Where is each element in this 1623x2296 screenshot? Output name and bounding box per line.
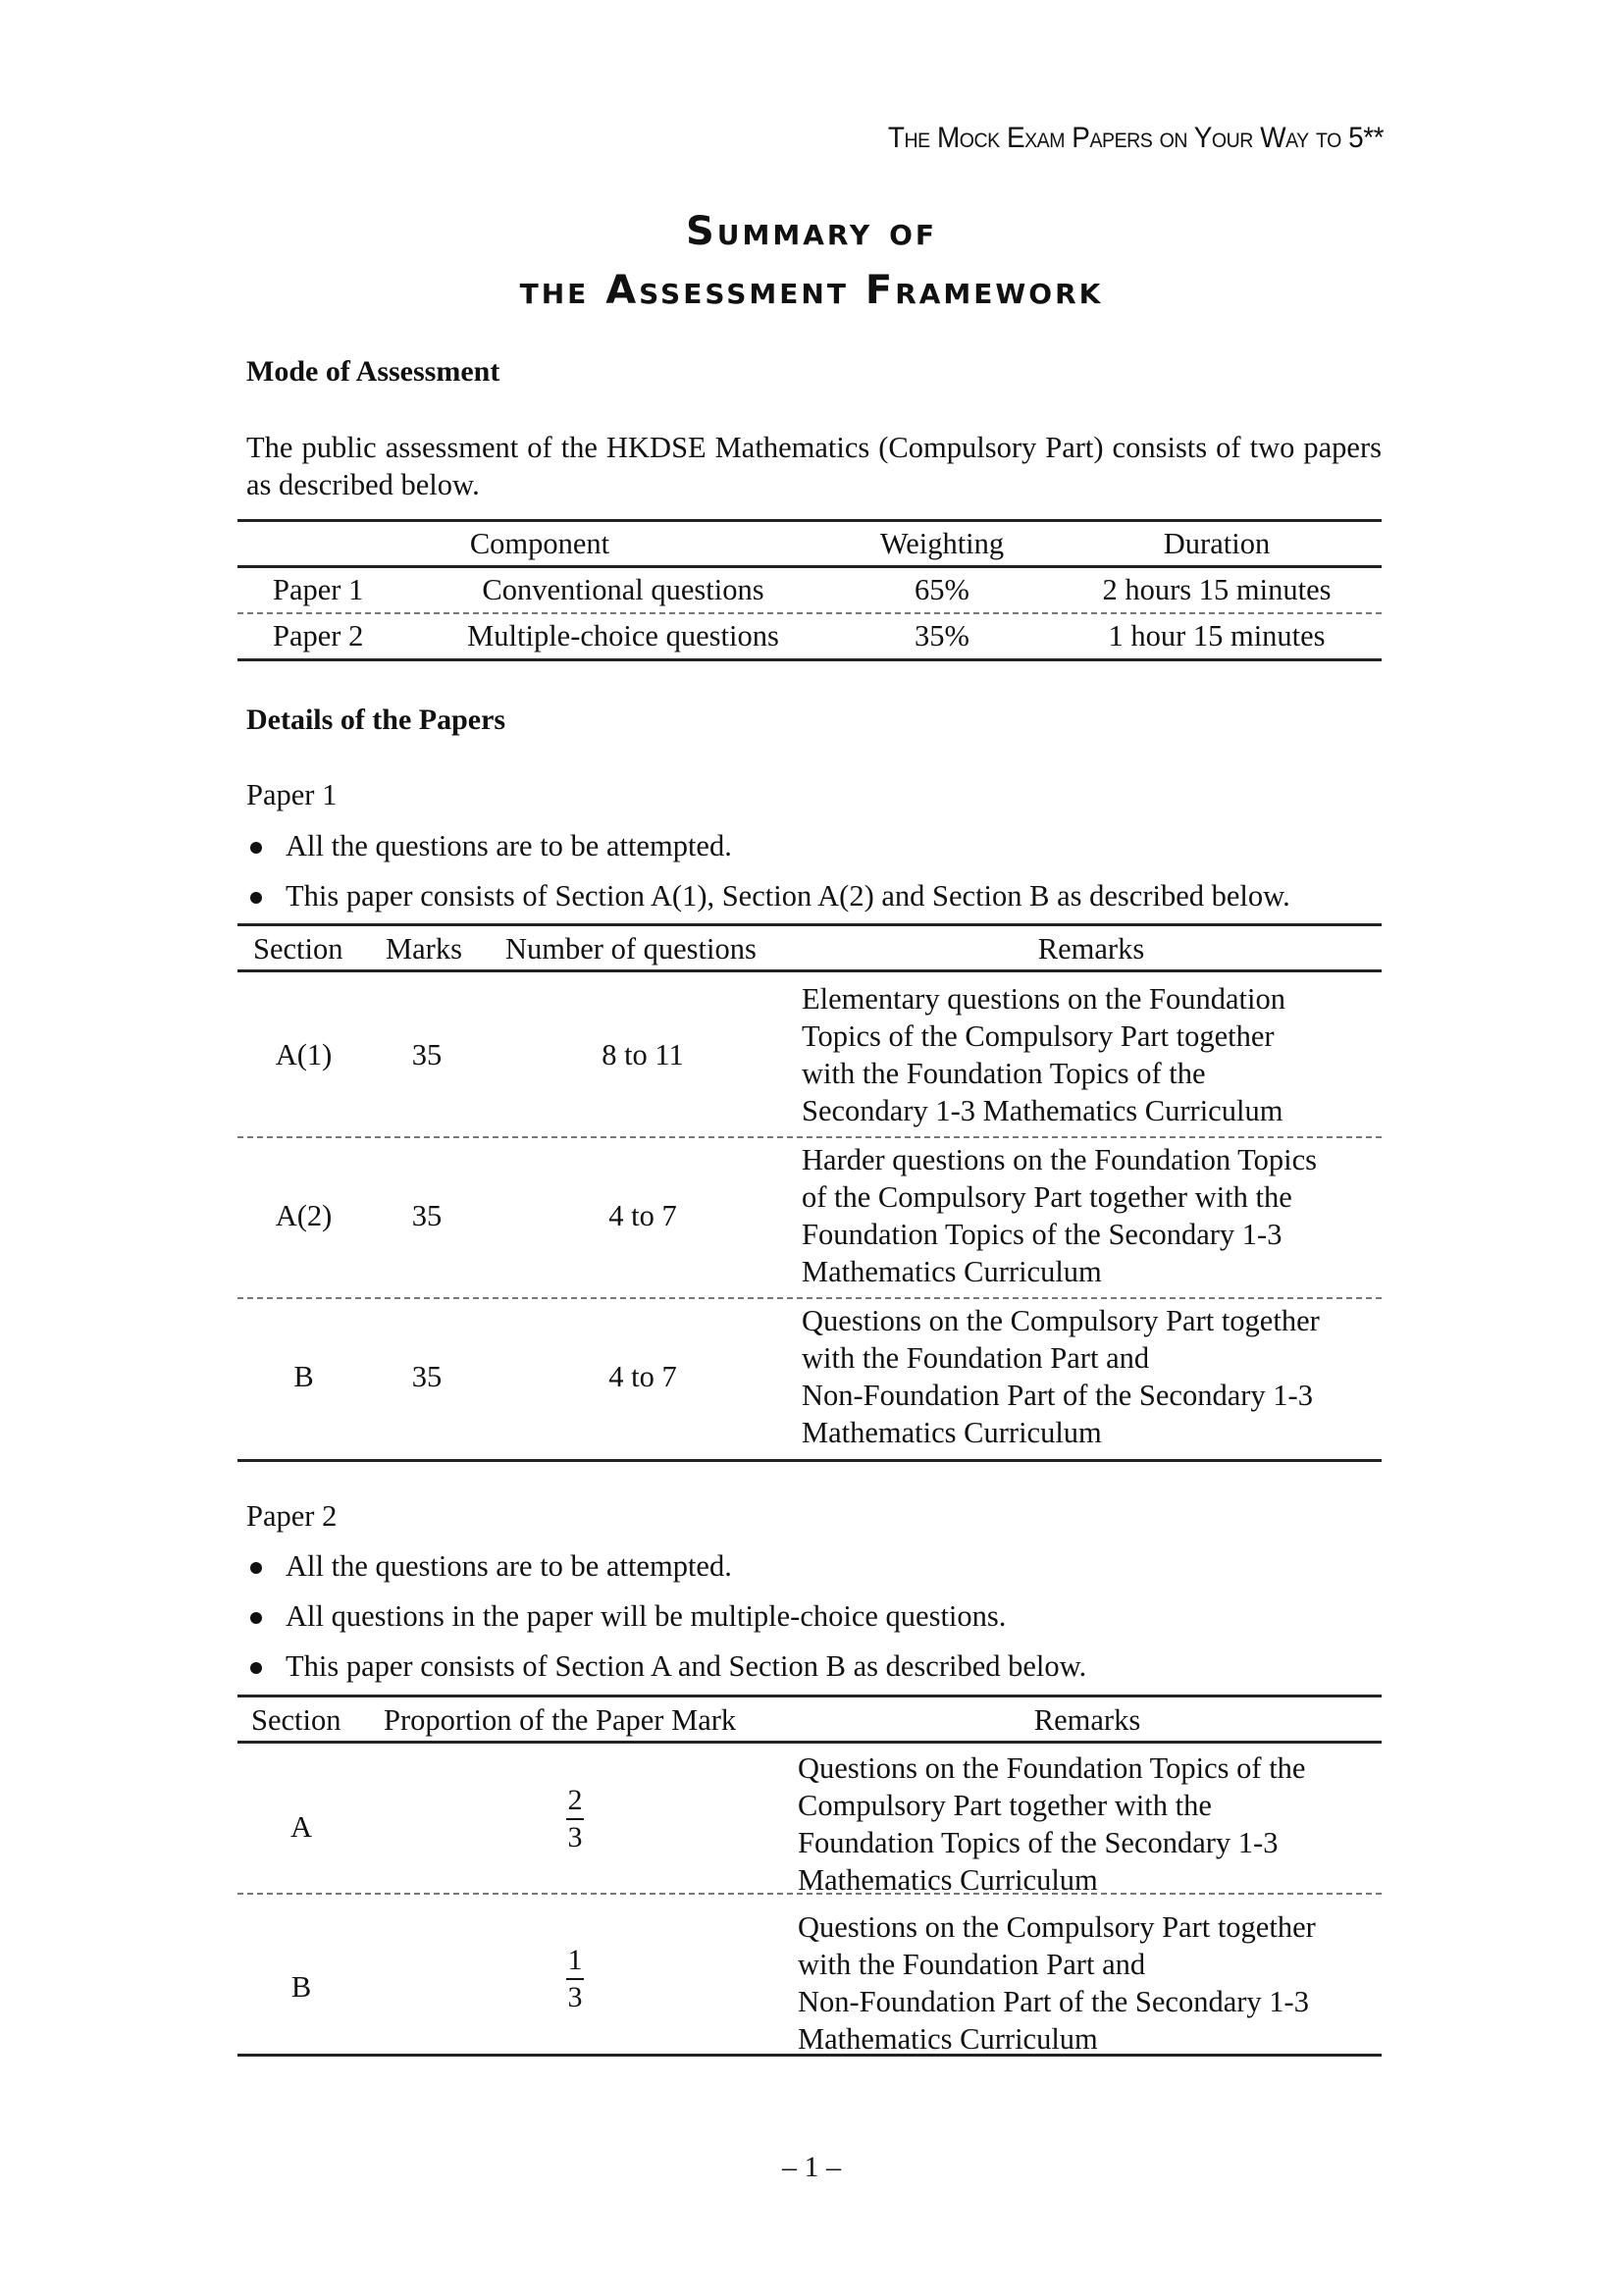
table-rule-header <box>237 565 1382 568</box>
fraction-bar <box>566 1818 584 1820</box>
table-cell-questions: 4 to 7 <box>608 1199 677 1232</box>
fraction-numerator: 1 <box>567 1944 583 1976</box>
remarks-line: Compulsory Part together with the <box>798 1789 1212 1822</box>
table-cell-duration: 1 hour 15 minutes <box>1108 619 1326 652</box>
remarks-line: Mathematics Curriculum <box>798 1863 1098 1897</box>
remarks-line: Mathematics Curriculum <box>802 1416 1102 1449</box>
bullet-text: All questions in the paper will be multiple-choice questions. <box>286 1599 1007 1633</box>
page-title-line-2: the Assessment Framework <box>519 268 1104 313</box>
remarks-line: Elementary questions on the Foundation <box>802 982 1286 1016</box>
bullet-icon <box>250 1612 262 1624</box>
table-header: Section <box>253 932 343 965</box>
table-header: Remarks <box>1033 1703 1141 1737</box>
bullet-text: All the questions are to be attempted. <box>286 829 732 862</box>
remarks-line: with the Foundation Part and <box>798 1948 1146 1981</box>
table-cell-marks: 35 <box>411 1199 443 1232</box>
remarks-line: Questions on the Foundation Topics of the <box>798 1751 1306 1785</box>
mode-of-assessment-paragraph: The public assessment of the HKDSE Mathematics (Compulsory Part) consists of two papers as described below. <box>246 431 1382 501</box>
page-number: – 1 – <box>782 2151 841 2183</box>
table-header: Weighting <box>879 527 1005 560</box>
fraction-denominator: 3 <box>567 1981 583 2013</box>
table-cell-component: Conventional questions <box>482 573 764 606</box>
table-rule-header <box>237 1741 1382 1744</box>
fraction-denominator: 3 <box>567 1821 583 1853</box>
fraction-numerator: 2 <box>567 1784 583 1816</box>
paper-1-label: Paper 1 <box>246 778 338 811</box>
table-header: Remarks <box>1037 932 1145 965</box>
table-cell-paper: Paper 1 <box>273 573 364 606</box>
table-cell-marks: 35 <box>411 1360 443 1393</box>
table-cell-section: B <box>293 1360 314 1393</box>
remarks-line: Mathematics Curriculum <box>798 2022 1098 2056</box>
remarks-line: Topics of the Compulsory Part together <box>802 1019 1275 1053</box>
remarks-line: Foundation Topics of the Secondary 1-3 <box>802 1218 1283 1251</box>
bullet-icon <box>250 892 262 904</box>
table-rule-bottom <box>237 1459 1382 1462</box>
bullet-icon <box>250 842 262 854</box>
remarks-line: of the Compulsory Part together with the <box>802 1180 1292 1214</box>
remarks-line: Non-Foundation Part of the Secondary 1-3 <box>798 1985 1309 2018</box>
table-rule-top <box>237 519 1382 522</box>
table-header: Component <box>469 527 610 560</box>
remarks-line: Questions on the Compulsory Part together <box>798 1910 1316 1944</box>
table-cell-paper: Paper 2 <box>273 619 364 652</box>
remarks-line: Questions on the Compulsory Part together <box>802 1304 1320 1337</box>
table-cell-section: A(2) <box>275 1199 333 1232</box>
table-rule-bottom <box>237 658 1382 661</box>
paper-2-label: Paper 2 <box>246 1499 338 1533</box>
table-cell-weighting: 35% <box>915 619 969 652</box>
remarks-line: Mathematics Curriculum <box>802 1255 1102 1288</box>
table-rule-header <box>237 969 1382 972</box>
table-rule-top <box>237 1695 1382 1697</box>
table-header: Duration <box>1163 527 1271 560</box>
table-cell-section: A(1) <box>275 1038 333 1071</box>
table-cell-duration: 2 hours 15 minutes <box>1102 573 1332 606</box>
table-cell-questions: 4 to 7 <box>608 1360 677 1393</box>
table-cell-remarks <box>802 1302 1320 1451</box>
bullet-icon <box>250 1662 262 1674</box>
fraction-one-third <box>555 1945 595 2013</box>
remarks-line: Foundation Topics of the Secondary 1-3 <box>798 1826 1279 1859</box>
table-rule-top <box>237 923 1382 926</box>
table-header: Marks <box>386 932 462 965</box>
bullet-text: All the questions are to be attempted. <box>286 1549 732 1583</box>
table-cell-marks: 35 <box>411 1038 443 1071</box>
bullet-icon <box>250 1562 262 1574</box>
page-title-line-1: Summary of <box>685 209 938 254</box>
table-rule-dashed <box>237 612 1382 614</box>
remarks-line: Harder questions on the Foundation Topics <box>802 1143 1318 1176</box>
mode-of-assessment-heading: Mode of Assessment <box>246 355 500 388</box>
table-header: Section <box>251 1703 341 1737</box>
remarks-line: Secondary 1-3 Mathematics Curriculum <box>802 1094 1283 1127</box>
running-header: The Mock Exam Papers on Your Way to 5** <box>887 122 1384 154</box>
remarks-line: with the Foundation Topics of the <box>802 1057 1206 1090</box>
fraction-bar <box>566 1978 584 1980</box>
table-cell-section: A <box>289 1810 313 1844</box>
bullet-text: This paper consists of Section A(1), Section A(2) and Section B as described below. <box>286 879 1290 913</box>
table-rule-dashed <box>237 1893 1382 1895</box>
table-header: Number of questions <box>505 932 757 965</box>
table-cell-component: Multiple-choice questions <box>467 619 779 652</box>
table-rule-dashed <box>237 1136 1382 1138</box>
table-cell-remarks <box>798 1908 1316 2058</box>
table-cell-questions: 8 to 11 <box>602 1038 684 1071</box>
table-cell-section: B <box>290 1970 312 2004</box>
table-header: Proportion of the Paper Mark <box>384 1703 737 1737</box>
table-cell-remarks <box>798 1749 1305 1899</box>
table-cell-remarks <box>802 1141 1317 1290</box>
remarks-line: Non-Foundation Part of the Secondary 1-3 <box>802 1379 1313 1412</box>
fraction-two-thirds <box>555 1785 595 1853</box>
remarks-line: with the Foundation Part and <box>802 1341 1150 1375</box>
bullet-text: This paper consists of Section A and Section B as described below. <box>286 1649 1087 1683</box>
table-rule-bottom <box>237 2054 1382 2057</box>
table-rule-dashed <box>237 1297 1382 1299</box>
table-cell-remarks <box>802 980 1285 1129</box>
table-cell-weighting: 65% <box>915 573 969 606</box>
details-heading: Details of the Papers <box>246 704 506 736</box>
